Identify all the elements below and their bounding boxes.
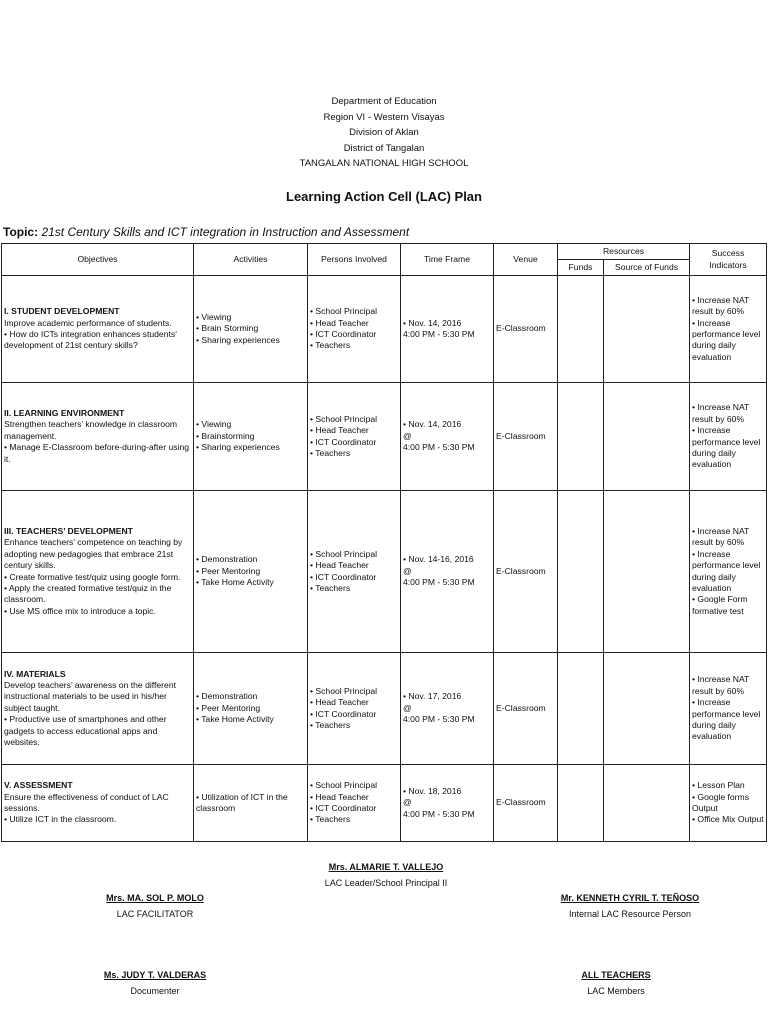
time-line: 4:00 PM - 5:30 PM xyxy=(403,714,475,725)
person-item: • ICT Coordinator xyxy=(310,708,377,719)
document-header xyxy=(0,94,768,172)
person-item: • Teachers xyxy=(310,719,351,730)
header-source-of-funds: Source of Funds xyxy=(604,260,690,276)
objective-line: • How do ICTs integration enhances students’ development of 21st century skills? xyxy=(4,329,177,351)
success-item: • Increase NAT result by 60% xyxy=(692,402,750,424)
activities-cell xyxy=(194,491,308,653)
success-item: • Increase performance level during daily evaluation xyxy=(692,425,761,470)
signatory-name: ALL TEACHERS xyxy=(581,970,651,980)
header-resources: Resources xyxy=(558,244,690,260)
objectives-cell xyxy=(2,765,194,842)
activity-item: • Sharing experiences xyxy=(196,442,280,453)
person-item: • School Principal xyxy=(310,780,378,791)
funds-cell xyxy=(558,491,604,653)
activity-item: • Demonstration xyxy=(196,554,258,565)
table-row xyxy=(2,653,767,765)
time-line: 4:00 PM - 5:30 PM xyxy=(403,808,475,819)
person-item: • School Principal xyxy=(310,413,378,424)
time-line: 4:00 PM - 5:30 PM xyxy=(403,329,475,339)
topic-line xyxy=(3,225,409,239)
time-frame-cell xyxy=(401,653,494,765)
person-item: • Head Teacher xyxy=(310,317,369,328)
signatory-role: LAC FACILITATOR xyxy=(116,909,194,919)
success-item: • Increase NAT result by 60% xyxy=(692,674,750,696)
activity-item: • Viewing xyxy=(196,419,232,430)
success-cell xyxy=(690,276,767,383)
header-department: Department of Education xyxy=(331,96,437,107)
person-item: • School Principal xyxy=(310,548,378,559)
header-school: TANGALAN NATIONAL HIGH SCHOOL xyxy=(299,158,469,169)
header-division: Division of Aklan xyxy=(349,127,419,138)
time-line: 4:00 PM - 5:30 PM xyxy=(403,442,475,453)
signatory-role: LAC Leader/School Principal II xyxy=(324,878,448,888)
activity-item: • Viewing xyxy=(196,311,232,322)
header-activities: Activities xyxy=(194,244,308,276)
signatory-name: Ms. JUDY T. VALDERAS xyxy=(103,970,207,980)
objective-line: Strengthen teachers’ knowledge in classroom management. xyxy=(4,419,178,441)
topic-value: 21st Century Skills and ICT integration in Instruction and Assessment xyxy=(41,225,410,239)
time-line: @ xyxy=(403,797,412,808)
activity-item: • Peer Mentoring xyxy=(196,702,261,713)
activity-item: • Take Home Activity xyxy=(196,714,274,725)
objectives-cell xyxy=(2,383,194,491)
header-region: Region VI - Western Visayas xyxy=(323,111,445,123)
person-item: • Head Teacher xyxy=(310,425,369,436)
signatory-leader xyxy=(266,859,506,891)
person-item: • ICT Coordinator xyxy=(310,329,377,339)
person-item: • Teachers xyxy=(310,814,351,825)
objective-line: • Apply the created formative test/quiz in the classroom. xyxy=(4,582,172,605)
time-frame-cell xyxy=(401,276,494,383)
signatory-name: Mrs. MA. SOL P. MOLO xyxy=(106,893,204,903)
success-item: • Increase performance level during daily evaluation xyxy=(692,548,761,593)
person-item: • Head Teacher xyxy=(310,560,369,571)
activity-item: • Sharing experiences xyxy=(196,334,280,345)
table-row xyxy=(2,491,767,653)
source-of-funds-cell xyxy=(604,383,690,491)
person-item: • Head Teacher xyxy=(310,791,369,802)
time-frame-cell xyxy=(401,491,494,653)
signatory-role: Documenter xyxy=(130,986,180,996)
signatory-members xyxy=(496,967,736,999)
signatory-resource-person xyxy=(510,890,750,922)
success-cell xyxy=(690,765,767,842)
header-persons: Persons Involved xyxy=(308,244,401,276)
signatory-name: Mr. KENNETH CYRIL T. TEÑOSO xyxy=(560,893,700,903)
signatory-role: Internal LAC Resource Person xyxy=(568,909,692,919)
signatory-facilitator xyxy=(35,890,275,922)
objective-line: • Use MS office mix to introduce a topic. xyxy=(4,605,156,616)
time-line: @ xyxy=(403,702,412,713)
objective-line: • Utilize ICT in the classroom. xyxy=(4,814,117,825)
section-title: I. STUDENT DEVELOPMENT xyxy=(4,306,120,317)
activities-cell xyxy=(194,383,308,491)
header-success: Success Indicators xyxy=(690,244,767,276)
table-row xyxy=(2,276,767,383)
funds-cell xyxy=(558,765,604,842)
persons-cell xyxy=(308,276,401,383)
time-line: 4:00 PM - 5:30 PM xyxy=(403,577,475,588)
success-item: • Google Form formative test xyxy=(692,594,748,616)
activities-cell xyxy=(194,653,308,765)
time-frame-cell xyxy=(401,383,494,491)
lac-plan-table xyxy=(1,243,767,842)
success-item: • Increase performance level during daily evaluation xyxy=(692,317,761,362)
activity-item: • Brain Storming xyxy=(196,323,259,334)
time-frame-cell xyxy=(401,765,494,842)
person-item: • School Principal xyxy=(310,685,378,696)
time-line: • Nov. 18, 2016 xyxy=(403,785,462,796)
section-title: IV. MATERIALS xyxy=(4,668,66,679)
signatory-name: Mrs. ALMARIE T. VALLEJO xyxy=(328,862,444,872)
success-item: • Lesson Plan xyxy=(692,780,745,791)
activities-cell xyxy=(194,765,308,842)
activity-item: • Take Home Activity xyxy=(196,577,274,588)
time-line: • Nov. 17, 2016 xyxy=(403,691,462,702)
time-line: • Nov. 14, 2016 xyxy=(403,419,462,430)
success-item: • Office Mix Output xyxy=(692,814,764,825)
signatory-role: LAC Members xyxy=(587,986,645,996)
document-title: Learning Action Cell (LAC) Plan xyxy=(286,189,482,204)
funds-cell xyxy=(558,653,604,765)
table-row xyxy=(2,765,767,842)
persons-cell xyxy=(308,765,401,842)
venue-cell: E-Classroom xyxy=(494,383,558,491)
activity-item: • Utilization of ICT in the classroom xyxy=(196,791,288,813)
source-of-funds-cell xyxy=(604,765,690,842)
source-of-funds-cell xyxy=(604,491,690,653)
persons-cell xyxy=(308,383,401,491)
success-cell xyxy=(690,383,767,491)
time-line: @ xyxy=(403,565,412,576)
section-title: III. TEACHERS’ DEVELOPMENT xyxy=(4,525,133,536)
objective-line: Ensure the effectiveness of conduct of LAC sessions. xyxy=(4,791,169,813)
activity-item: • Demonstration xyxy=(196,691,258,702)
topic-label: Topic: xyxy=(3,225,39,239)
table-row xyxy=(2,383,767,491)
section-title: II. LEARNING ENVIRONMENT xyxy=(4,407,125,418)
activities-cell xyxy=(194,276,308,383)
person-item: • ICT Coordinator xyxy=(310,436,377,447)
success-cell xyxy=(690,653,767,765)
person-item: • School Principal xyxy=(310,306,378,317)
objective-line: Develop teachers’ awareness on the different instructional materials to be used in his/her subject taught. xyxy=(4,679,176,713)
time-line: @ xyxy=(403,430,412,441)
header-district: District of Tangalan xyxy=(343,142,425,154)
source-of-funds-cell xyxy=(604,653,690,765)
success-item: • Google forms Output xyxy=(692,791,749,813)
success-cell xyxy=(690,491,767,653)
funds-cell xyxy=(558,383,604,491)
source-of-funds-cell xyxy=(604,276,690,383)
person-item: • Head Teacher xyxy=(310,697,369,708)
section-title: V. ASSESSMENT xyxy=(4,780,73,791)
person-item: • Teachers xyxy=(310,340,351,351)
header-objectives: Objectives xyxy=(2,244,194,276)
time-line: • Nov. 14, 2016 xyxy=(403,317,462,328)
signatory-documenter xyxy=(35,967,275,999)
person-item: • ICT Coordinator xyxy=(310,571,377,582)
objective-line: • Productive use of smartphones and other gadgets to access educational apps and websites. xyxy=(4,714,167,748)
success-item: • Increase NAT result by 60% xyxy=(692,294,750,317)
funds-cell xyxy=(558,276,604,383)
person-item: • Teachers xyxy=(310,582,351,593)
time-line: • Nov. 14-16, 2016 xyxy=(403,554,474,565)
success-item: • Increase NAT result by 60% xyxy=(692,525,750,548)
venue-cell: E-Classroom xyxy=(494,653,558,765)
success-item: • Increase performance level during daily evaluation xyxy=(692,697,761,742)
objective-line: Improve academic performance of students. xyxy=(4,317,172,328)
activity-item: • Brainstorming xyxy=(196,430,255,441)
persons-cell xyxy=(308,491,401,653)
person-item: • ICT Coordinator xyxy=(310,803,377,813)
objective-line: Enhance teachers’ competence on teaching by adopting new pedagogies that embrace 21st century skills. xyxy=(4,537,183,571)
objectives-cell xyxy=(2,276,194,383)
venue-cell: E-Classroom xyxy=(494,765,558,842)
header-venue: Venue xyxy=(494,244,558,276)
objectives-cell xyxy=(2,491,194,653)
venue-cell: E-Classroom xyxy=(494,491,558,653)
header-time-frame: Time Frame xyxy=(401,244,494,276)
activity-item: • Peer Mentoring xyxy=(196,565,261,576)
venue-cell: E-Classroom xyxy=(494,276,558,383)
header-funds: Funds xyxy=(558,260,604,276)
objective-line: • Create formative test/quiz using google form. xyxy=(4,571,181,582)
objectives-cell xyxy=(2,653,194,765)
objective-line: • Manage E-Classroom before-during-after using it. xyxy=(4,442,189,464)
persons-cell xyxy=(308,653,401,765)
person-item: • Teachers xyxy=(310,447,351,458)
